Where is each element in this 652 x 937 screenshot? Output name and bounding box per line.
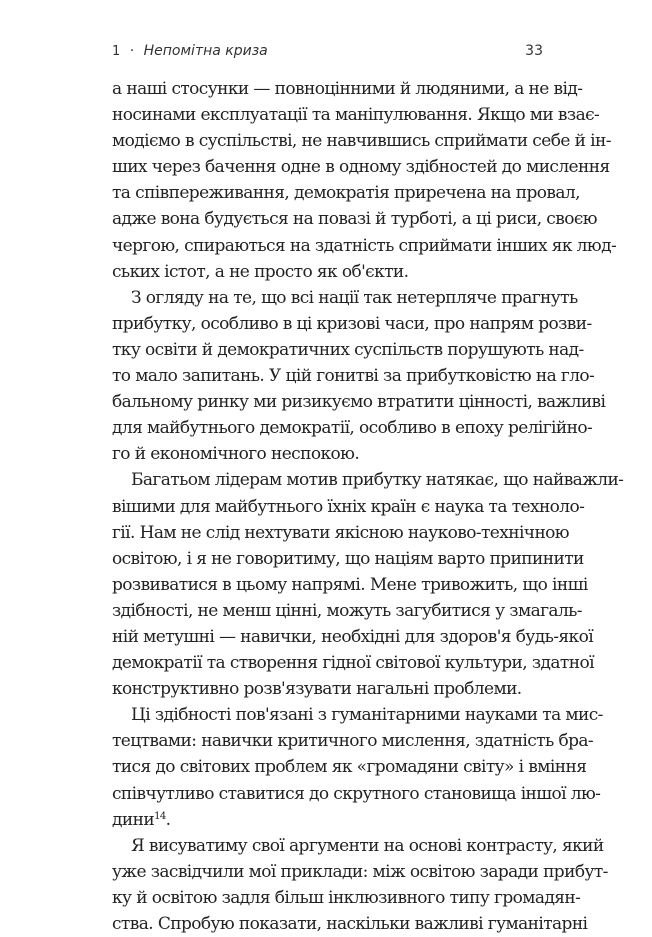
text-line: та співпереживання, демократія приречена на провал, bbox=[112, 183, 580, 204]
text-line-with-footnote bbox=[112, 807, 543, 833]
running-head-separator: · bbox=[129, 43, 135, 59]
text-line: носинами експлуатації та маніпулювання. Якщо ми взає- bbox=[112, 105, 600, 126]
text-line: ших через бачення одне в одному здібностей до мислення bbox=[112, 157, 610, 178]
running-head-left bbox=[112, 43, 268, 59]
text-line: здібності, не менш цінні, можуть загубитися у змагаль- bbox=[112, 600, 582, 621]
text-line: модіємо в суспільстві, не навчившись сприймати себе й ін- bbox=[112, 131, 611, 152]
text-line: уже засвідчили мої приклади: між освітою заради прибут- bbox=[112, 861, 608, 882]
text-line: демократії та створення гідної світової культури, здатної bbox=[112, 653, 594, 674]
text-line: тку освіти й демократичних суспільств порушують над- bbox=[112, 339, 584, 360]
text-line: Ці здібності пов'язані з гуманітарними науками та мис- bbox=[131, 705, 603, 726]
text-line: ній метушні — навички, необхідні для здоров'я будь-якої bbox=[112, 626, 594, 647]
text-fragment: дини bbox=[112, 809, 155, 830]
text-line: для майбутнього демократії, особливо в епоху релігійно- bbox=[112, 418, 593, 439]
text-line: а наші стосунки — повноцінними й людяними, а не від- bbox=[112, 79, 583, 99]
paragraph-4 bbox=[112, 702, 603, 832]
text-line: ку й освітою задля більш інклюзивного типу громадян- bbox=[112, 887, 581, 908]
footnote-marker[interactable]: 14 bbox=[154, 810, 166, 822]
paragraph-3 bbox=[112, 467, 624, 702]
text-line: то мало запитань. У цій гонитві за прибутковістю на гло- bbox=[112, 366, 595, 387]
chapter-title: Непомітна криза bbox=[143, 43, 268, 59]
text-fragment: . bbox=[165, 809, 171, 830]
text-line: бальному ринку ми ризикуємо втратити цінності, важливі bbox=[112, 392, 606, 413]
chapter-number: 1 bbox=[112, 44, 121, 59]
text-line: чергою, спираються на здатність сприймати інших як люд- bbox=[112, 235, 617, 256]
text-line: розвиватися в цьому напрямі. Мене тривожить, що інші bbox=[112, 574, 588, 595]
text-line: ських істот, а не просто як об'єкти. bbox=[112, 261, 409, 282]
text-line: гії. Нам не слід нехтувати якісною науково-технічною bbox=[112, 522, 570, 543]
paragraph-5 bbox=[112, 833, 608, 937]
text-line: вішими для майбутнього їхніх країн є наука та техноло- bbox=[112, 496, 585, 517]
text-line: освітою, і я не говоритиму, що націям варто припинити bbox=[112, 548, 584, 569]
text-line: З огляду на те, що всі нації так нетерпляче прагнуть bbox=[131, 287, 578, 308]
body-text bbox=[112, 76, 624, 937]
text-line: тися до світових проблем як «громадяни світу» і вміння bbox=[112, 757, 587, 778]
text-line: ства. Спробую показати, наскільки важливі гуманітарні bbox=[112, 914, 588, 934]
text-line: адже вона будується на повазі й турботі, а ці риси, своєю bbox=[112, 209, 597, 230]
paragraph-2 bbox=[112, 285, 606, 468]
text-line: Багатьом лідерам мотив прибутку натякає, що найважли- bbox=[131, 470, 624, 491]
text-line: тецтвами: навички критичного мислення, здатність бра- bbox=[112, 731, 594, 752]
paragraph-1 bbox=[112, 76, 617, 285]
text-line: го й економічного неспокою. bbox=[112, 444, 360, 465]
text-line: співчутливо ставитися до скрутного становища іншої лю- bbox=[112, 783, 601, 804]
text-line: конструктивно розв'язувати нагальні проблеми. bbox=[112, 679, 522, 700]
running-head bbox=[112, 43, 543, 63]
text-line: прибутку, особливо в ці кризові часи, про напрям розви- bbox=[112, 313, 592, 334]
page-number: 33 bbox=[525, 43, 543, 59]
text-line: Я висуватиму свої аргументи на основі контрасту, який bbox=[131, 835, 604, 856]
